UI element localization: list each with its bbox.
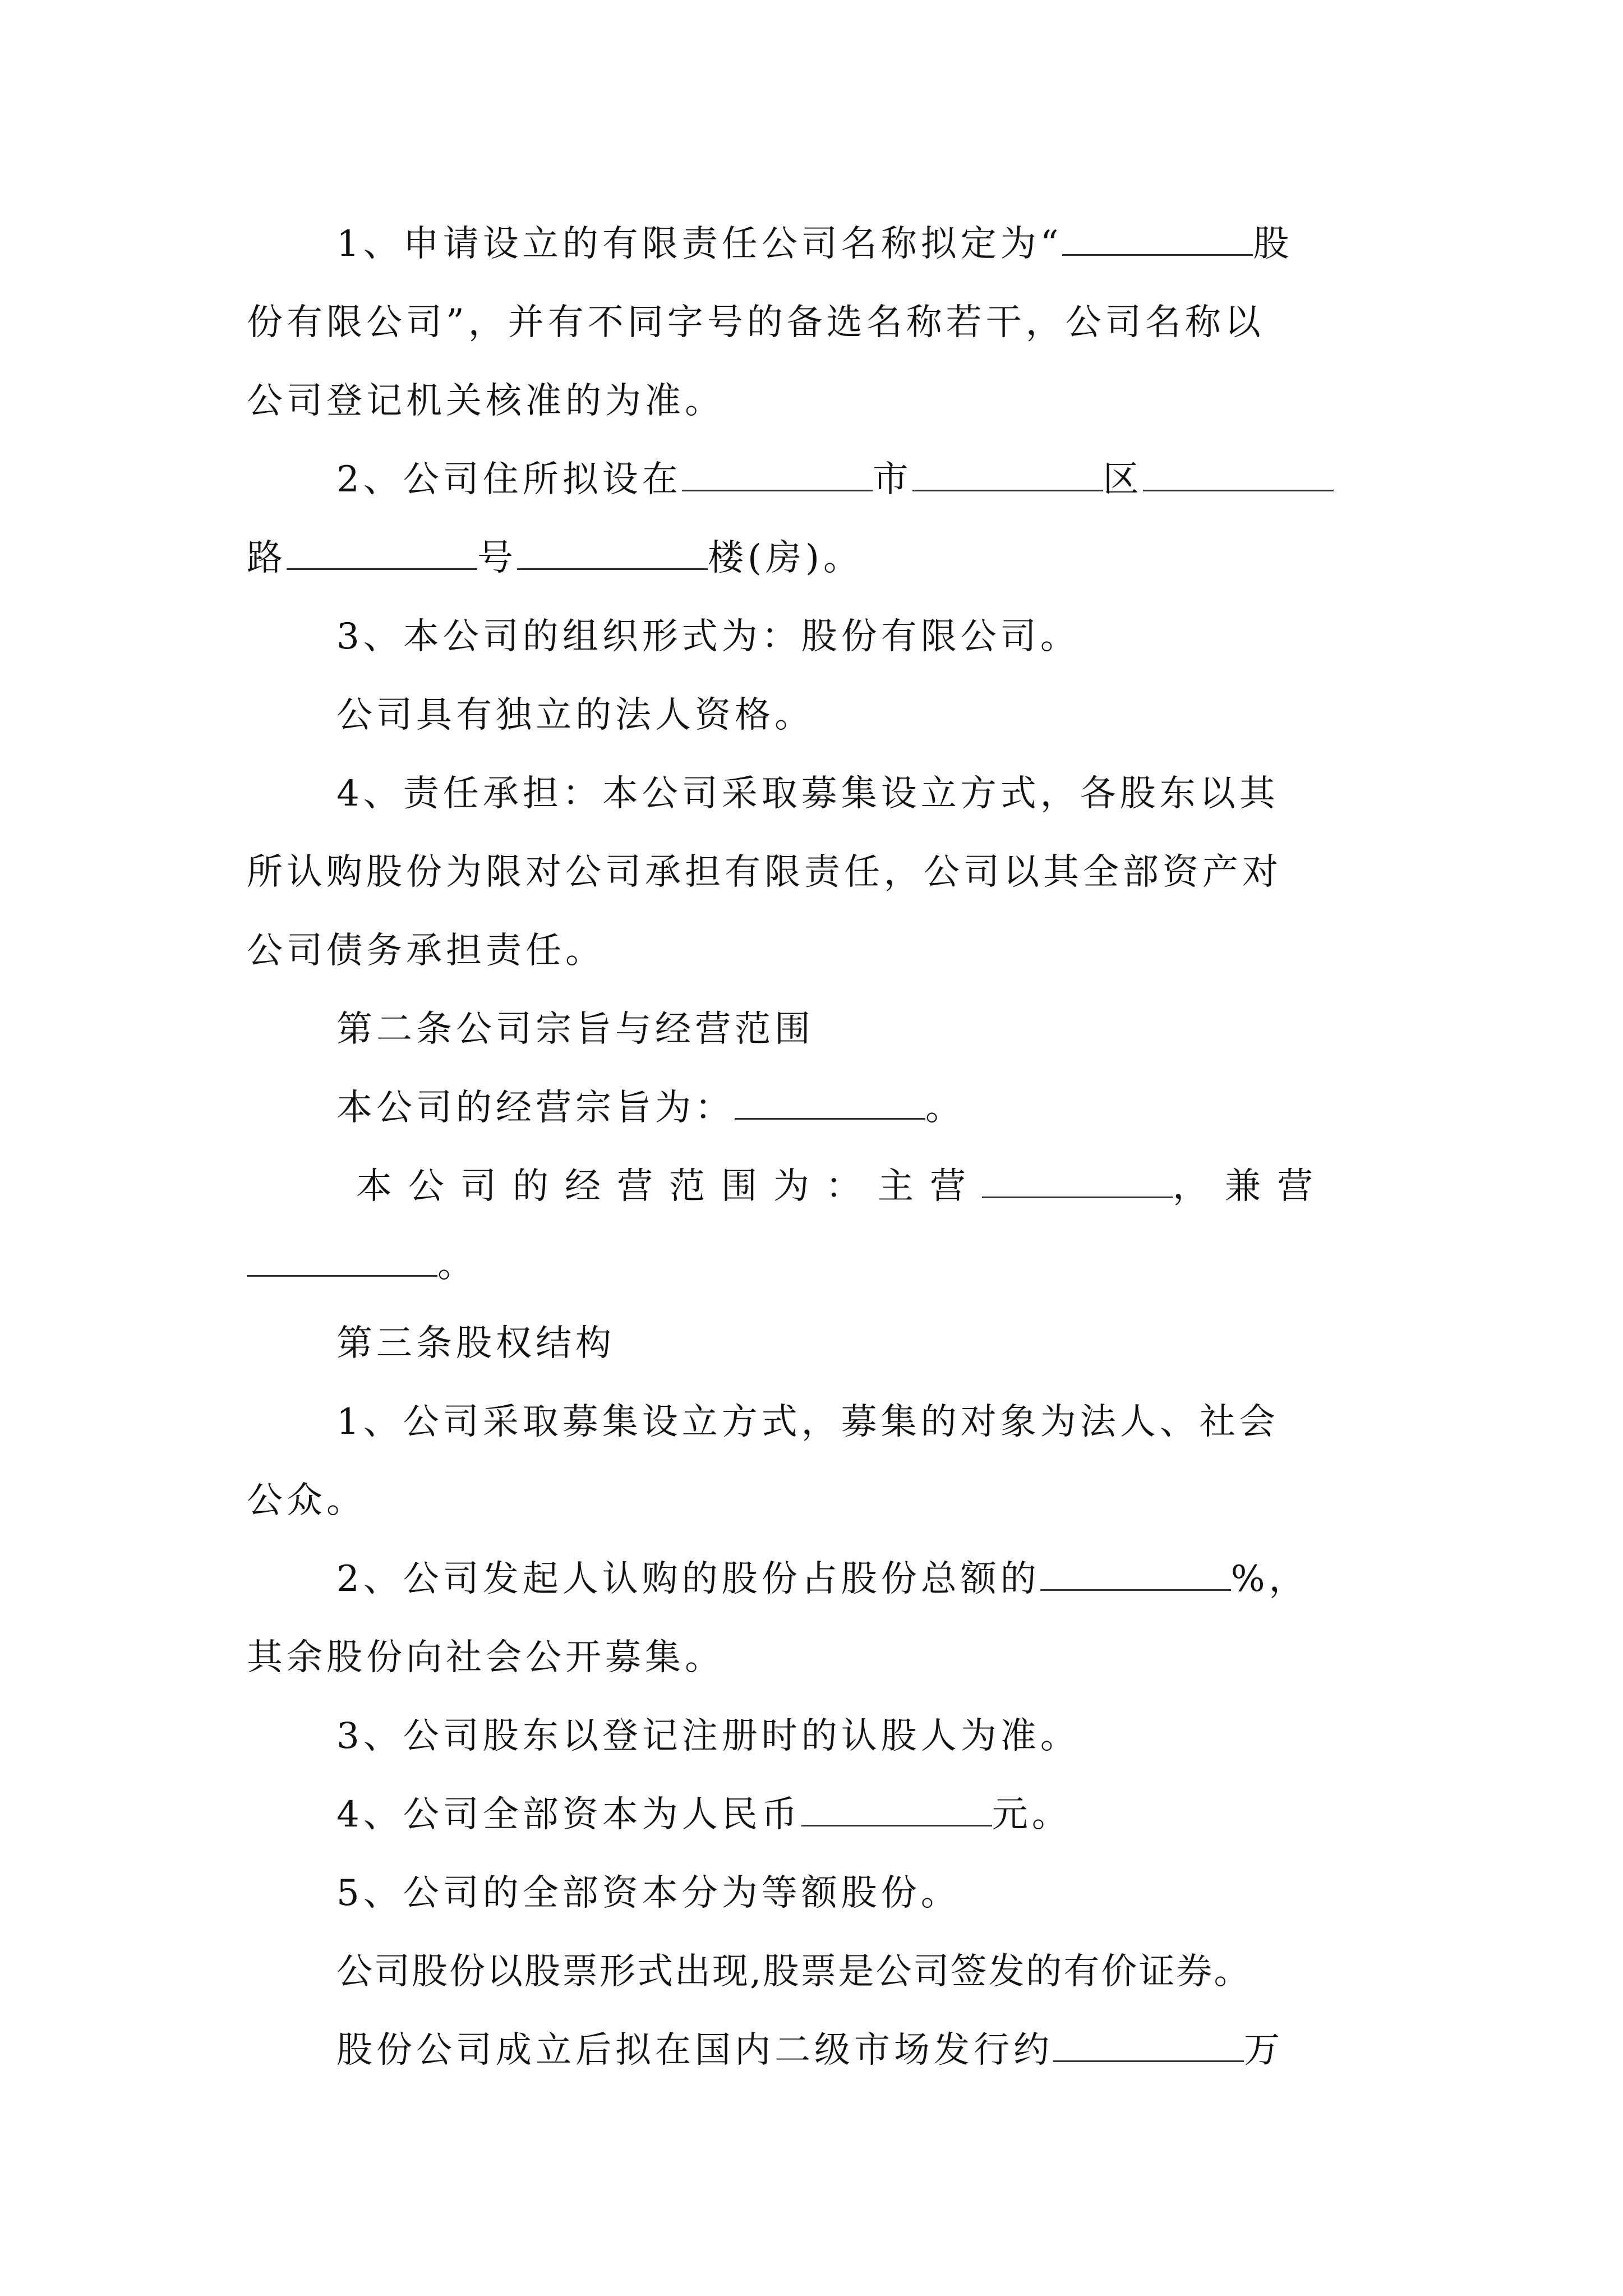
clause-4-line-1: 4、责任承担：本公司采取募集设立方式，各股东以其 — [336, 773, 1279, 815]
capital-label: 4、公司全部资本为人民币 — [336, 1794, 801, 1835]
clause-1-text-a: 1、申请设立的有限责任公司名称拟定为“ — [336, 223, 1063, 265]
clause-4-line-3: 公司债务承担责任。 — [247, 930, 605, 972]
sponsor-share-blank — [1040, 1557, 1231, 1591]
equity-5-line: 5、公司的全部资本分为等额股份。 — [336, 1872, 961, 1914]
purpose-end: 。 — [925, 1087, 965, 1129]
equity-2-line-2: 其余股份向社会公开募集。 — [247, 1637, 725, 1678]
road-blank — [1143, 457, 1334, 491]
equity-3-line: 3、公司股东以登记注册时的认股人为准。 — [336, 1715, 1080, 1757]
district-blank — [912, 457, 1103, 491]
clause-2-line-1 — [336, 452, 1334, 508]
purpose-line — [336, 1080, 965, 1136]
scope-label: 本公司的经营范围为：主营 — [356, 1166, 982, 1207]
company-name-blank — [1062, 222, 1253, 256]
equity-1-line-1: 1、公司采取募集设立方式，募集的对象为法人、社会 — [336, 1401, 1279, 1443]
building-blank — [517, 536, 708, 570]
article-3-title: 第三条股权结构 — [336, 1323, 615, 1364]
percent-suffix: %， — [1230, 1558, 1309, 1600]
equity-4-line — [336, 1787, 1072, 1843]
legal-person-line: 公司具有独立的法人资格。 — [336, 694, 814, 736]
article-2-title: 第二条公司宗旨与经营范围 — [336, 1009, 814, 1050]
listing-unit: 万 — [1244, 2030, 1284, 2071]
purpose-blank — [735, 1085, 925, 1120]
listing-amount-blank — [1053, 2028, 1244, 2062]
scope-line-2 — [247, 1237, 477, 1293]
side-business-blank — [247, 1243, 437, 1277]
city-suffix: 市 — [872, 459, 912, 500]
main-business-blank — [982, 1164, 1173, 1198]
clause-3-line: 3、本公司的组织形式为：股份有限公司。 — [336, 616, 1080, 657]
building-suffix: 楼(房)。 — [708, 537, 863, 579]
clause-2-line-2 — [247, 530, 863, 586]
scope-mid: ，兼营 — [1173, 1166, 1329, 1207]
clause-1-line-2: 份有限公司”，并有不同字号的备选名称若干，公司名称以 — [247, 302, 1265, 343]
clause-1-line-1 — [336, 216, 1293, 272]
district-suffix: 区 — [1103, 459, 1143, 500]
scope-line-1 — [356, 1158, 1329, 1214]
clause-1-line-3: 公司登记机关核准的为准。 — [247, 380, 725, 422]
number-suffix: 号 — [477, 537, 517, 579]
road-suffix: 路 — [247, 537, 287, 579]
equity-2-line-1 — [336, 1551, 1309, 1607]
capital-blank — [801, 1792, 992, 1826]
clause-2-text-a: 2、公司住所拟设在 — [336, 459, 682, 500]
clause-1-text-b: 股 — [1253, 223, 1293, 265]
equity-1-line-2: 公众。 — [247, 1480, 366, 1521]
listing-text: 股份公司成立后拟在国内二级市场发行约 — [336, 2030, 1053, 2071]
clause-4-line-2: 所认购股份为限对公司承担有限责任，公司以其全部资产对 — [247, 852, 1282, 893]
equity-2-text: 2、公司发起人认购的股份占股份总额的 — [336, 1558, 1040, 1600]
listing-line — [336, 2022, 1284, 2078]
city-blank — [682, 457, 873, 491]
purpose-label: 本公司的经营宗旨为： — [336, 1087, 735, 1129]
scope-end: 。 — [437, 1244, 477, 1286]
stock-form-line: 公司股份以股票形式出现,股票是公司签发的有价证券。 — [336, 1951, 1252, 1993]
number-blank — [287, 536, 477, 570]
capital-suffix: 元。 — [992, 1794, 1072, 1835]
